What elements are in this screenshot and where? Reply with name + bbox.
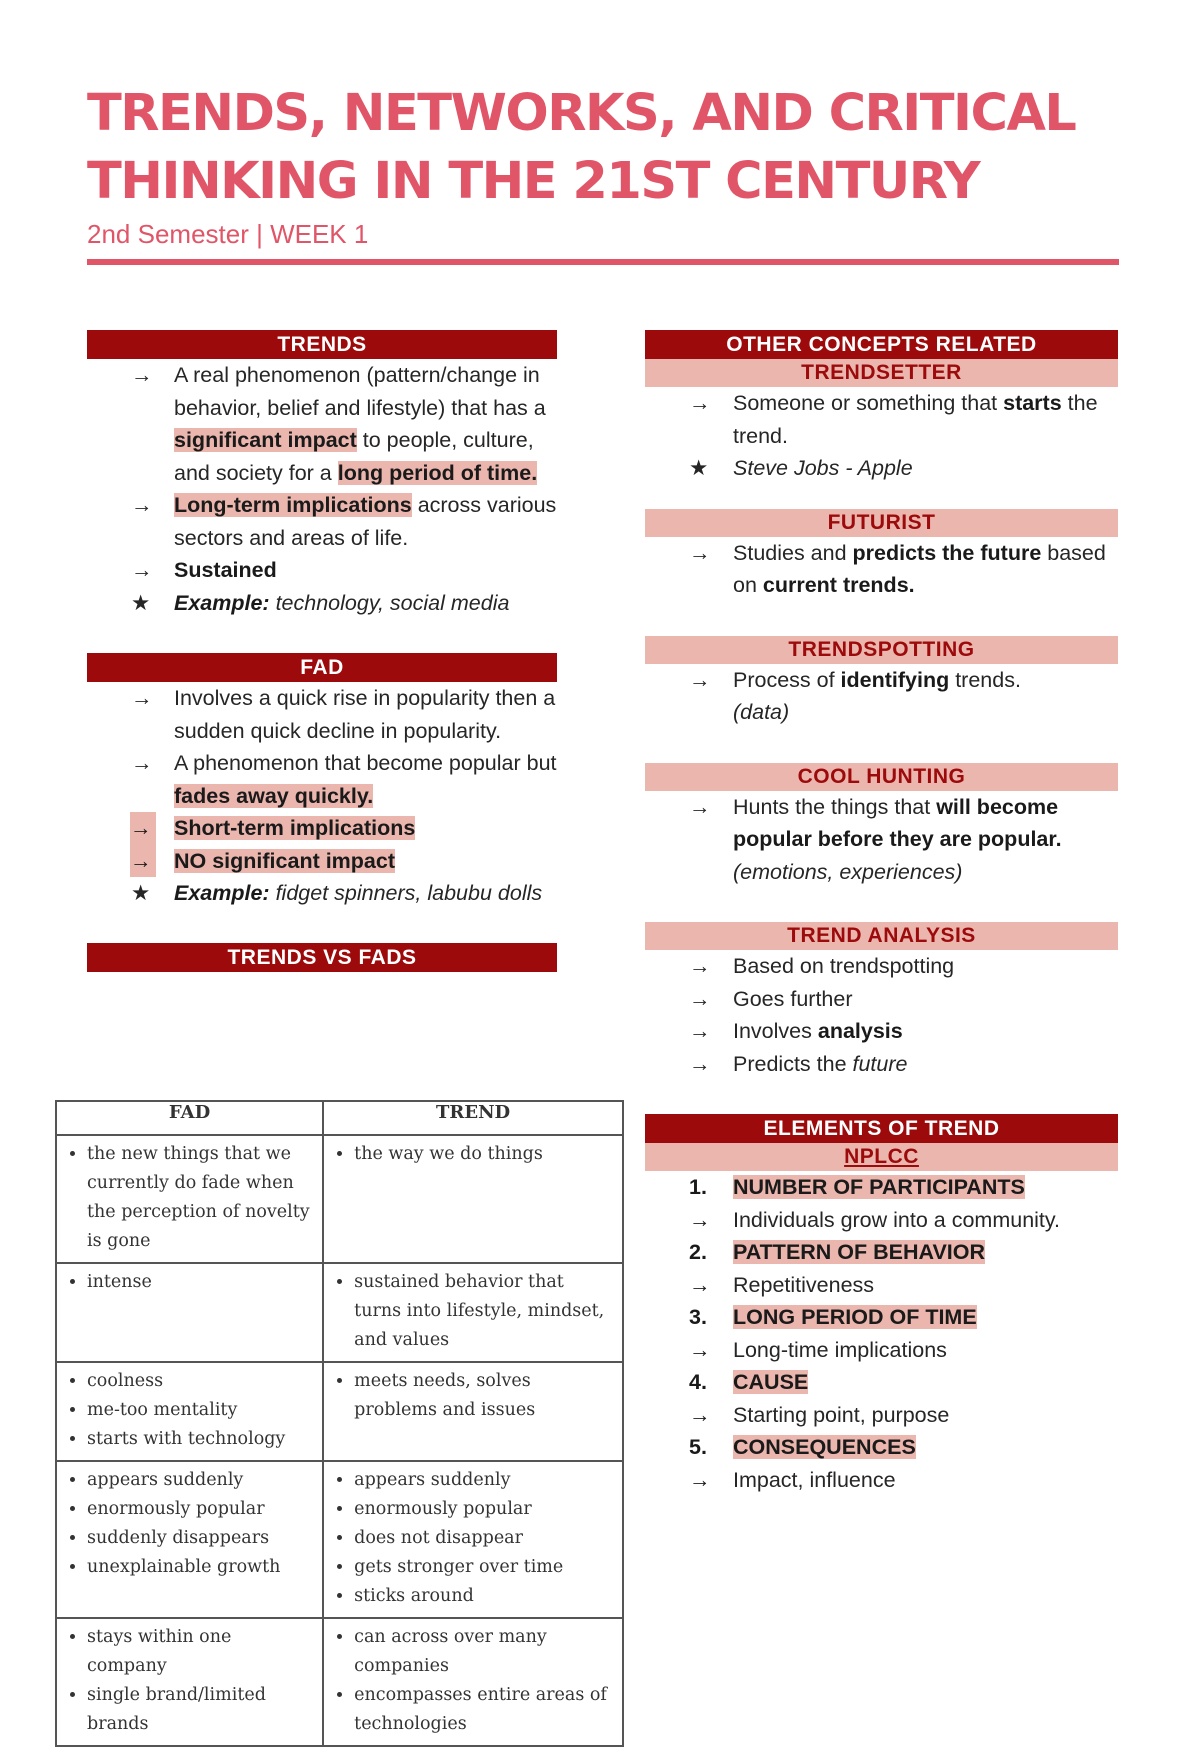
arrow-icon: → — [689, 954, 711, 978]
cell-bullet: • suddenly disappears — [87, 1524, 316, 1553]
arrow-icon: → — [131, 751, 153, 775]
cell-bullet: • me-too mentality — [87, 1396, 316, 1425]
list-item — [645, 983, 1118, 1016]
subheading-trend-analysis: TREND ANALYSIS — [645, 922, 1118, 950]
title-divider — [87, 259, 1119, 265]
section-heading-other-concepts: OTHER CONCEPTS RELATED — [645, 330, 1118, 359]
arrow-icon: → — [689, 1051, 711, 1076]
list-item — [645, 1048, 1118, 1081]
element-number: 1. — [689, 1175, 707, 1199]
cell-bullet: • appears suddenly — [87, 1466, 316, 1495]
arrow-icon: → — [131, 493, 153, 517]
coolhunting-list — [645, 791, 1118, 889]
highlight-text: significant impact — [174, 428, 357, 452]
highlight-text: Short-term implications — [174, 816, 416, 840]
list-item — [87, 845, 557, 878]
cell-bullet: • gets stronger over time — [354, 1553, 616, 1582]
list-item — [87, 554, 557, 587]
list-item — [87, 812, 557, 845]
example-label: Example: — [174, 590, 270, 615]
analysis-list — [645, 950, 1118, 1080]
list-item — [645, 387, 1118, 452]
table-row — [56, 1461, 623, 1618]
item-text: Involves a quick rise in popularity then a sudden quick decline in popularity. — [174, 686, 556, 743]
list-item — [645, 1015, 1118, 1048]
table-cell — [56, 1618, 323, 1746]
item-text: trends. — [949, 667, 1021, 692]
element-number: 4. — [689, 1370, 707, 1394]
table-cell — [323, 1461, 623, 1618]
example-text: fidget spinners, labubu dolls — [269, 881, 543, 905]
element-title — [645, 1431, 1118, 1464]
arrow-icon: → — [131, 363, 153, 387]
highlight-text: PATTERN OF BEHAVIOR — [733, 1240, 986, 1264]
section-heading-trends-vs-fads: TRENDS VS FADS — [87, 943, 557, 972]
section-heading-fad: FAD — [87, 653, 557, 682]
list-item — [87, 587, 557, 620]
cell-bullet: • coolness — [87, 1367, 316, 1396]
element-desc — [645, 1464, 1118, 1497]
subheading-trendspotting: TRENDSPOTTING — [645, 636, 1118, 664]
highlight-text: NUMBER OF PARTICIPANTS — [733, 1175, 1025, 1199]
item-text: Long-time implications — [733, 1337, 947, 1362]
arrow-icon: → — [131, 686, 153, 710]
element-title — [645, 1236, 1118, 1269]
cell-bullet: • unexplainable growth — [87, 1553, 316, 1582]
item-text: A phenomenon that become popular but — [174, 751, 557, 775]
cell-bullet: • appears suddenly — [354, 1466, 616, 1495]
list-item — [87, 877, 557, 910]
bold-text: starts — [1003, 391, 1062, 415]
arrow-icon: → — [689, 1467, 711, 1492]
item-text: Hunts the things that — [733, 794, 937, 819]
column-header: TREND — [323, 1101, 623, 1135]
bold-text: Sustained — [174, 558, 277, 582]
element-number: 3. — [689, 1305, 707, 1329]
cell-bullet: • meets needs, solves problems and issues — [354, 1367, 616, 1425]
star-icon: ★ — [689, 456, 709, 480]
element-title — [645, 1171, 1118, 1204]
italic-text: future — [852, 1051, 908, 1076]
right-column — [645, 330, 1118, 1496]
example-text: technology, social media — [269, 590, 510, 615]
arrow-icon: → — [689, 794, 711, 819]
bold-text: predicts the future — [852, 540, 1042, 565]
table-cell — [323, 1135, 623, 1263]
item-text: Repetitiveness — [733, 1272, 875, 1297]
arrow-icon: → — [689, 540, 711, 565]
subheading-futurist: FUTURIST — [645, 509, 1118, 537]
item-text: to people, culture, and society for a — [174, 428, 534, 485]
item-text: Individuals grow into a community. — [733, 1207, 1061, 1232]
arrow-icon: → — [689, 1272, 711, 1297]
item-text: the trend. — [733, 391, 1098, 448]
table-row — [56, 1135, 623, 1263]
list-item — [87, 359, 557, 489]
bold-text: will become popular before they are popular. — [733, 794, 1062, 851]
arrow-icon: → — [689, 986, 711, 1011]
element-number: 2. — [689, 1240, 707, 1264]
list-item — [645, 664, 1118, 729]
table-cell — [56, 1461, 323, 1618]
item-text: Based on trendspotting — [733, 954, 955, 978]
cell-bullet: • intense — [87, 1268, 316, 1297]
cell-bullet: • single brand/limited brands — [87, 1681, 316, 1739]
example-text: Steve Jobs - Apple — [733, 456, 913, 480]
arrow-icon: → — [689, 1337, 711, 1362]
table-cell — [323, 1362, 623, 1461]
futurist-list — [645, 537, 1118, 602]
trendspotting-list — [645, 664, 1118, 729]
table-cell — [56, 1362, 323, 1461]
page-title-line: THINKING IN THE 21ST CENTURY — [87, 152, 980, 211]
item-text: A real phenomenon (pattern/change in behavior, belief and lifestyle) that has a — [174, 363, 546, 420]
element-desc — [645, 1204, 1118, 1237]
arrow-icon: → — [131, 558, 153, 582]
subheading-trendsetter: TRENDSETTER — [645, 359, 1118, 387]
element-number: 5. — [689, 1435, 707, 1459]
cell-bullet: • starts with technology — [87, 1425, 316, 1454]
cell-bullet: • stays within one company — [87, 1623, 316, 1681]
arrow-icon: → — [689, 1207, 711, 1232]
example-label: Example: — [174, 881, 270, 905]
bold-text: identifying — [840, 667, 950, 692]
table-cell — [323, 1618, 623, 1746]
highlight-text: NO significant impact — [174, 848, 396, 873]
table-cell — [56, 1263, 323, 1362]
left-column — [87, 330, 557, 972]
element-desc — [645, 1334, 1118, 1367]
list-item — [645, 537, 1118, 602]
highlight-text: LONG PERIOD OF TIME — [733, 1305, 977, 1329]
table-header-row — [56, 1101, 623, 1135]
comparison-table — [55, 1100, 624, 1747]
list-item — [645, 950, 1118, 983]
element-title — [645, 1366, 1118, 1399]
elements-list — [645, 1171, 1118, 1496]
subheading-cool-hunting: COOL HUNTING — [645, 763, 1118, 791]
item-text: Predicts the — [733, 1051, 853, 1076]
cell-bullet: • enormously popular — [354, 1495, 616, 1524]
highlight-text: long period of time. — [337, 460, 538, 485]
arrow-icon: → — [689, 1402, 711, 1427]
table-row — [56, 1362, 623, 1461]
cell-bullet: • the way we do things — [354, 1140, 616, 1169]
item-text: Someone or something that — [733, 391, 1004, 415]
table-cell — [323, 1263, 623, 1362]
cell-bullet: • enormously popular — [87, 1495, 316, 1524]
cell-bullet: • does not disappear — [354, 1524, 616, 1553]
column-header: FAD — [56, 1101, 323, 1135]
note-text: (data) — [733, 700, 790, 724]
table-row — [56, 1618, 623, 1746]
page-subtitle: 2nd Semester | WEEK 1 — [87, 219, 369, 249]
item-text: based on — [733, 540, 1106, 597]
arrow-icon: → — [689, 1019, 711, 1043]
item-text: Goes further — [733, 986, 853, 1011]
element-desc — [645, 1269, 1118, 1302]
section-heading-elements-of-trend: ELEMENTS OF TREND — [645, 1114, 1118, 1143]
arrow-icon: → — [689, 667, 711, 692]
bold-text: current trends. — [762, 573, 915, 597]
cell-bullet: • can across over many companies — [354, 1623, 616, 1681]
list-item — [87, 747, 557, 812]
element-title — [645, 1301, 1118, 1334]
bold-text: analysis — [817, 1019, 903, 1043]
list-item — [645, 452, 1118, 485]
page-title-line: TRENDS, NETWORKS, AND CRITICAL — [87, 84, 1076, 143]
cell-bullet: • sticks around — [354, 1582, 616, 1611]
highlight-text: fades away quickly. — [174, 783, 374, 808]
highlight-text: CONSEQUENCES — [733, 1435, 916, 1459]
arrow-icon: → — [130, 812, 156, 845]
highlight-text: Long-term implications — [174, 493, 412, 517]
arrow-icon: → — [130, 845, 156, 878]
fad-list — [87, 682, 557, 910]
item-text: across various sectors and areas of life. — [174, 493, 557, 550]
element-desc — [645, 1399, 1118, 1432]
arrow-icon: → — [689, 391, 711, 415]
cell-bullet: • sustained behavior that turns into lifestyle, mindset, and values — [354, 1268, 616, 1355]
table-row — [56, 1263, 623, 1362]
cell-bullet: • encompasses entire areas of technologies — [354, 1681, 616, 1739]
item-text: Studies and — [733, 540, 853, 565]
item-text: Impact, influence — [733, 1467, 896, 1492]
highlight-text: CAUSE — [733, 1370, 809, 1394]
star-icon: ★ — [131, 590, 151, 615]
item-text: Starting point, purpose — [733, 1402, 950, 1427]
note-text: (emotions, experiences) — [733, 859, 963, 884]
item-text: Process of — [733, 667, 841, 692]
list-item — [87, 489, 557, 554]
table-cell — [56, 1135, 323, 1263]
list-item — [645, 791, 1118, 889]
page-title — [87, 80, 1127, 216]
trendsetter-list — [645, 387, 1118, 485]
item-text: Involves — [733, 1019, 818, 1043]
section-heading-trends: TRENDS — [87, 330, 557, 359]
trends-list — [87, 359, 557, 619]
cell-bullet: • the new things that we currently do fade when the perception of novelty is gone — [87, 1140, 316, 1256]
star-icon: ★ — [131, 881, 151, 905]
list-item — [87, 682, 557, 747]
subheading-nplcc: NPLCC — [645, 1143, 1118, 1171]
